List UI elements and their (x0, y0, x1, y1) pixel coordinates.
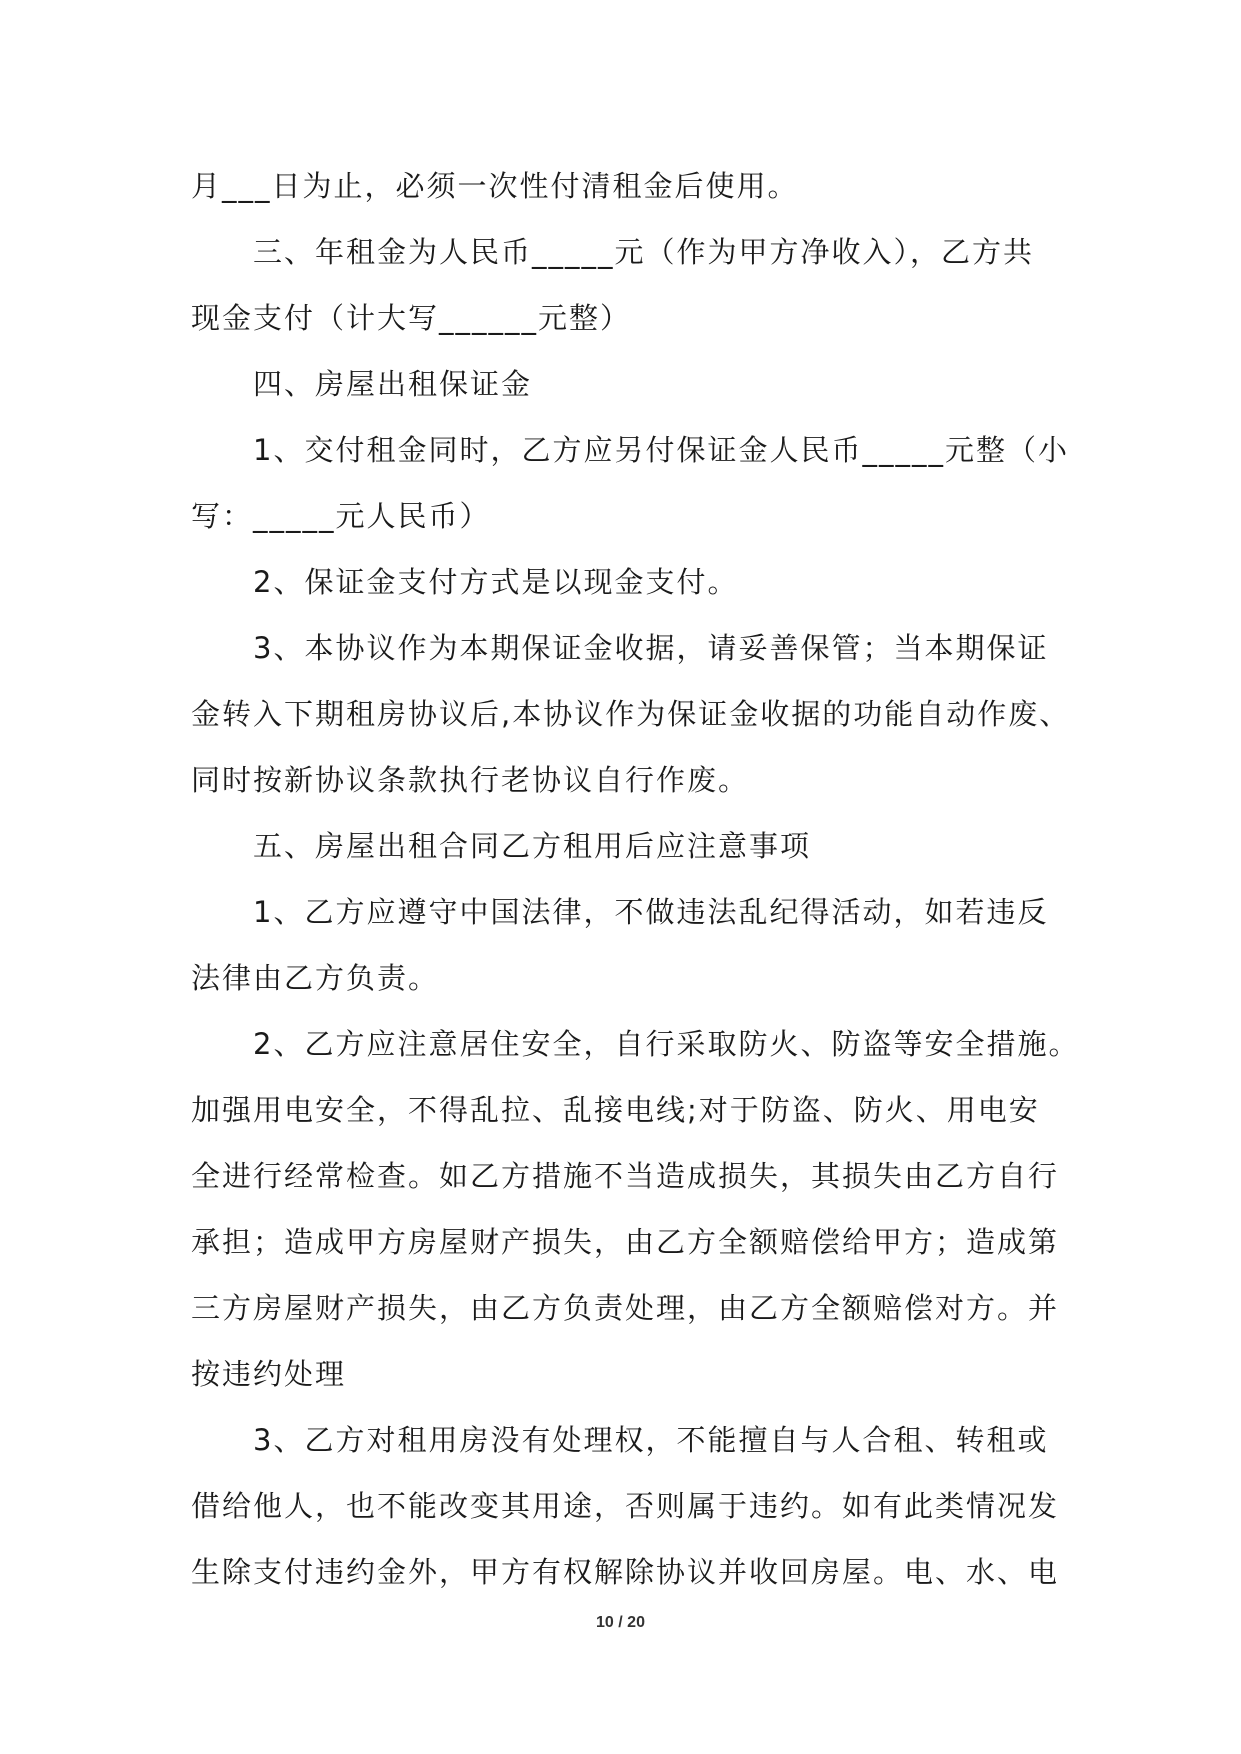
text-line: 加强用电安全，不得乱拉、乱接电线;对于防盗、防火、用电安 (191, 1093, 1040, 1127)
text-line: 四、房屋出租保证金 (253, 367, 533, 401)
text-line: 月___日为止，必须一次性付清租金后使用。 (191, 169, 799, 203)
text-line: 同时按新协议条款执行老协议自行作废。 (191, 763, 750, 797)
text-line: 2、乙方应注意居住安全，自行采取防火、防盗等安全措施。 (253, 1027, 1080, 1061)
text-line: 全进行经常检查。如乙方措施不当造成损失，其损失由乙方自行 (191, 1159, 1060, 1193)
text-line: 2、保证金支付方式是以现金支付。 (253, 565, 739, 599)
text-line: 3、乙方对租用房没有处理权，不能擅自与人合租、转租或 (253, 1423, 1049, 1457)
text-line: 借给他人，也不能改变其用途，否则属于违约。如有此类情况发 (191, 1489, 1060, 1523)
text-line: 三方房屋财产损失，由乙方负责处理，由乙方全额赔偿对方。并 (191, 1291, 1060, 1325)
text-line: 三、年租金为人民币_____元（作为甲方净收入），乙方共 (253, 235, 1035, 269)
text-line: 1、乙方应遵守中国法律，不做违法乱纪得活动，如若违反 (253, 895, 1049, 929)
text-line: 承担；造成甲方房屋财产损失，由乙方全额赔偿给甲方；造成第 (191, 1225, 1060, 1259)
text-line: 法律由乙方负责。 (191, 961, 440, 995)
page-number: 10 / 20 (596, 1614, 645, 1631)
text-line: 写：_____元人民币） (191, 499, 491, 533)
text-line: 现金支付（计大写______元整） (191, 301, 632, 335)
text-line: 金转入下期租房协议后,本协议作为保证金收据的功能自动作废、 (191, 697, 1071, 731)
text-line: 五、房屋出租合同乙方租用后应注意事项 (253, 829, 812, 863)
text-line: 3、本协议作为本期保证金收据，请妥善保管；当本期保证 (253, 631, 1049, 665)
text-line: 生除支付违约金外，甲方有权解除协议并收回房屋。电、水、电 (191, 1555, 1060, 1589)
text-line: 1、交付租金同时，乙方应另付保证金人民币_____元整（小 (253, 433, 1069, 467)
text-line: 按违约处理 (191, 1357, 347, 1391)
